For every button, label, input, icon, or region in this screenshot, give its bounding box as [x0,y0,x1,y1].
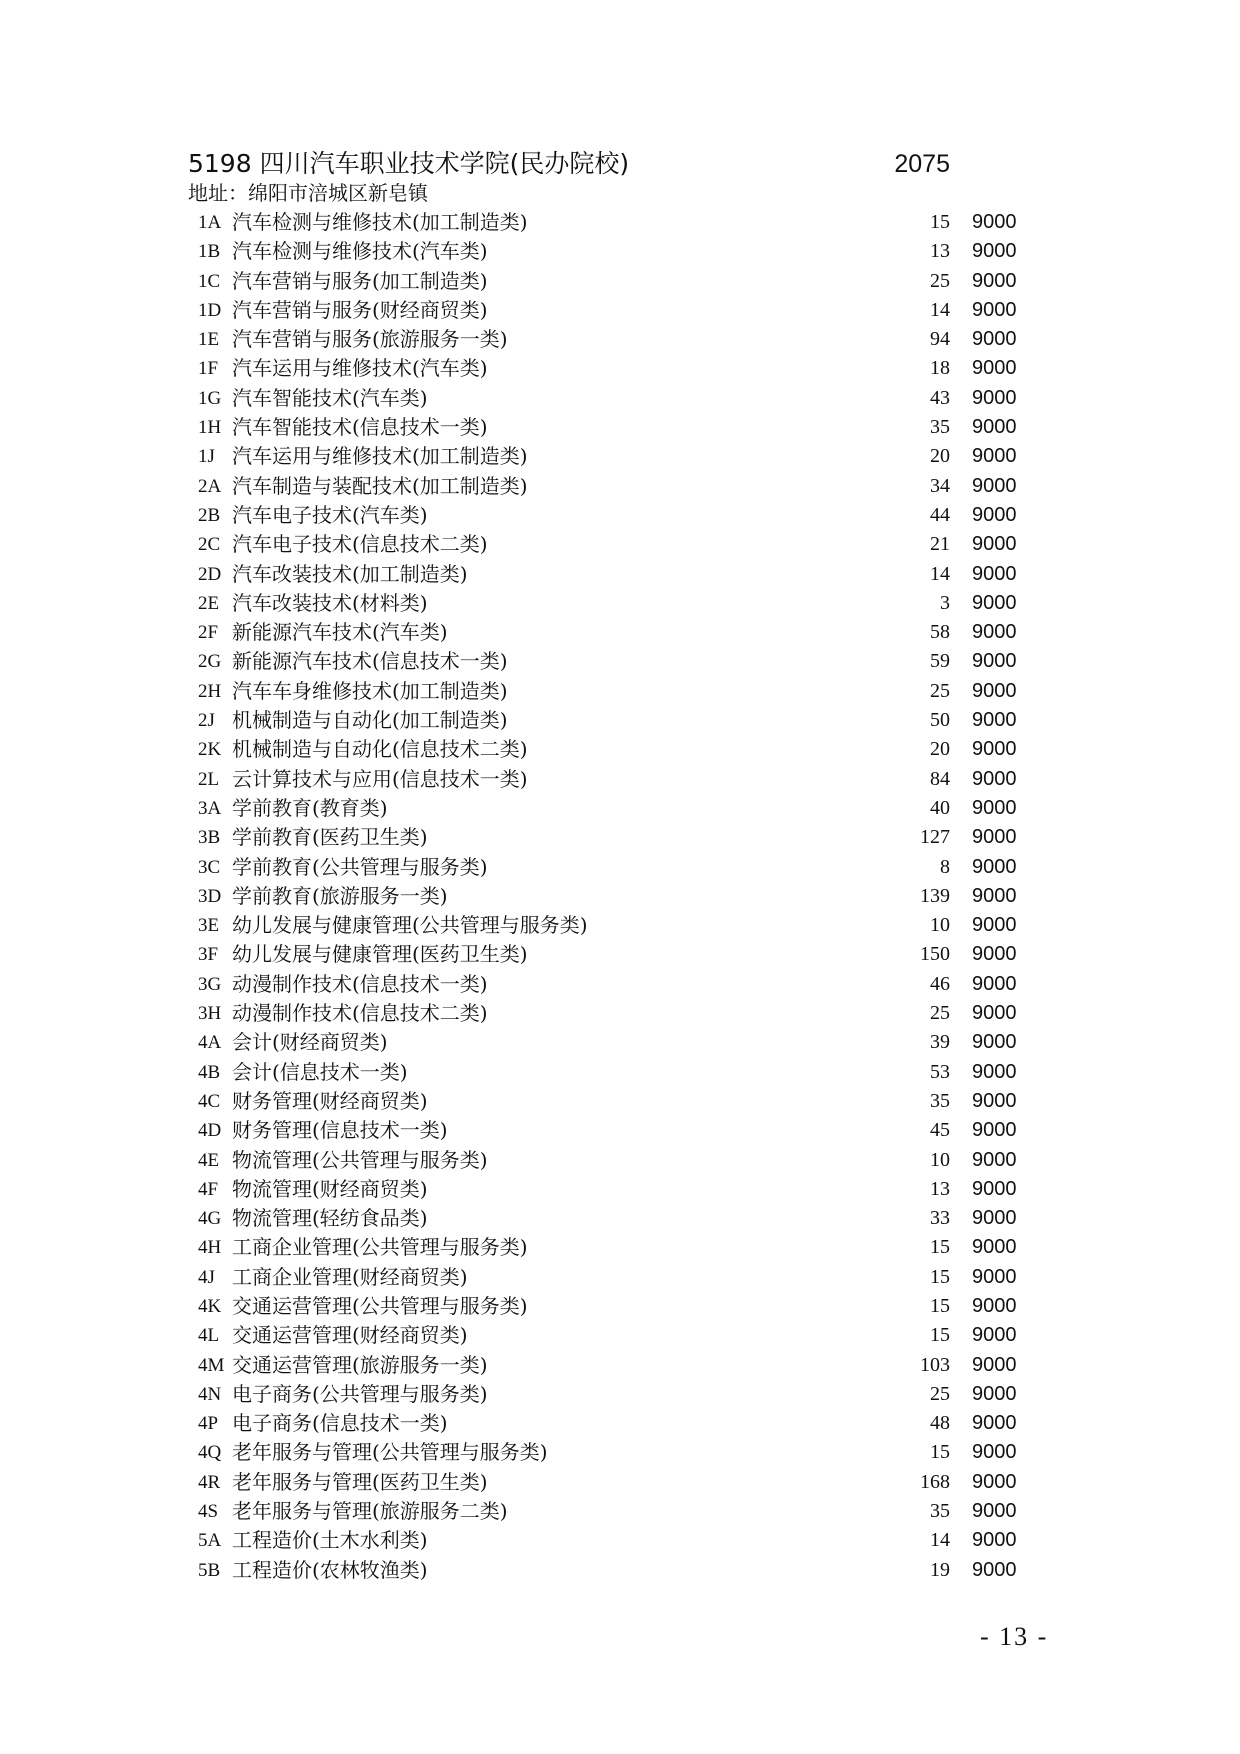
program-name: 汽车智能技术(汽车类) [232,385,428,410]
program-row [0,325,1240,354]
program-code: 3D [198,885,222,907]
program-code: 4R [198,1471,221,1493]
program-row [0,1116,1240,1145]
program-fee: 9000 [972,357,1017,380]
program-row [0,677,1240,706]
program-code: 3B [198,827,221,849]
program-name: 学前教育(医药卫生类) [232,825,428,850]
program-row [0,472,1240,501]
program-name: 汽车车身维修技术(加工制造类) [232,678,508,703]
program-name: 学前教育(教育类) [232,795,388,820]
program-row [0,1321,1240,1350]
program-code: 2J [198,710,215,732]
program-code: 4A [198,1032,222,1054]
program-quota: 84 [930,767,950,790]
program-quota: 8 [940,855,950,878]
program-code: 3A [198,797,222,819]
program-fee: 9000 [972,826,1017,849]
program-row [0,1351,1240,1380]
program-fee: 9000 [972,738,1017,761]
program-fee: 9000 [972,445,1017,468]
program-quota: 35 [930,1500,950,1523]
program-fee: 9000 [972,884,1017,907]
program-code: 4N [198,1383,222,1405]
program-fee: 9000 [972,416,1017,439]
program-name: 财务管理(财经商贸类) [232,1088,428,1113]
program-row [0,940,1240,969]
program-quota: 35 [930,416,950,439]
program-code: 2F [198,622,219,644]
program-code: 2D [198,563,222,585]
program-name: 汽车智能技术(信息技术一类) [232,415,488,440]
program-quota: 53 [930,1060,950,1083]
program-name: 汽车改装技术(加工制造类) [232,561,468,586]
program-name: 机械制造与自动化(信息技术二类) [232,737,528,762]
program-row [0,354,1240,383]
program-row [0,442,1240,471]
program-code: 2C [198,534,221,556]
program-name: 交通运营管理(公共管理与服务类) [232,1293,528,1318]
program-code: 1B [198,241,221,263]
program-fee: 9000 [972,1236,1017,1259]
program-row [0,970,1240,999]
program-name: 汽车运用与维修技术(汽车类) [232,356,488,381]
program-name: 云计算技术与应用(信息技术一类) [232,766,528,791]
program-code: 3G [198,973,222,995]
program-code: 1G [198,387,222,409]
program-quota: 15 [930,1441,950,1464]
program-code: 1C [198,270,221,292]
program-quota: 59 [930,650,950,673]
program-name: 会计(信息技术一类) [232,1059,408,1084]
program-row [0,999,1240,1028]
program-row [0,853,1240,882]
program-row [0,1526,1240,1555]
program-row [0,384,1240,413]
program-code: 1H [198,417,222,439]
program-row [0,1146,1240,1175]
program-fee: 9000 [972,474,1017,497]
program-quota: 150 [920,943,950,966]
program-row [0,560,1240,589]
program-fee: 9000 [972,709,1017,732]
program-row [0,1380,1240,1409]
program-quota: 15 [930,1294,950,1317]
program-code: 4K [198,1295,222,1317]
program-name: 会计(财经商贸类) [232,1030,388,1055]
program-quota: 48 [930,1412,950,1435]
program-name: 动漫制作技术(信息技术二类) [232,1001,488,1026]
program-fee: 9000 [972,298,1017,321]
program-name: 汽车电子技术(汽车类) [232,502,428,527]
program-quota: 25 [930,1382,950,1405]
program-row [0,1468,1240,1497]
program-fee: 9000 [972,914,1017,937]
program-quota: 18 [930,357,950,380]
program-row [0,267,1240,296]
program-code: 2E [198,592,220,614]
program-name: 老年服务与管理(医药卫生类) [232,1469,488,1494]
program-row [0,501,1240,530]
program-row [0,706,1240,735]
program-fee: 9000 [972,972,1017,995]
program-fee: 9000 [972,211,1017,233]
program-name: 机械制造与自动化(加工制造类) [232,708,508,733]
program-row [0,1175,1240,1204]
program-quota: 10 [930,1148,950,1171]
program-code: 2H [198,680,222,702]
program-row [0,589,1240,618]
program-row [0,1438,1240,1467]
program-name: 学前教育(公共管理与服务类) [232,854,488,879]
school-total-quota: 2075 [894,150,950,178]
program-row [0,882,1240,911]
program-name: 财务管理(信息技术一类) [232,1118,448,1143]
program-code: 2A [198,475,222,497]
program-quota: 14 [930,298,950,321]
program-name: 工商企业管理(公共管理与服务类) [232,1235,528,1260]
program-quota: 3 [940,591,950,614]
program-code: 4D [198,1120,222,1142]
program-name: 物流管理(公共管理与服务类) [232,1147,488,1172]
program-name: 物流管理(财经商贸类) [232,1176,428,1201]
program-fee: 9000 [972,1353,1017,1376]
program-quota: 58 [930,621,950,644]
program-fee: 9000 [972,1089,1017,1112]
program-quota: 15 [930,1236,950,1259]
program-quota: 127 [920,826,950,849]
program-list [0,208,1240,1585]
program-fee: 9000 [972,855,1017,878]
program-code: 4E [198,1149,220,1171]
program-name: 学前教育(旅游服务一类) [232,883,448,908]
program-quota: 20 [930,445,950,468]
program-fee: 9000 [972,1382,1017,1405]
program-row [0,618,1240,647]
program-name: 电子商务(公共管理与服务类) [232,1381,488,1406]
program-code: 4H [198,1237,222,1259]
program-name: 汽车电子技术(信息技术二类) [232,532,488,557]
program-fee: 9000 [972,591,1017,614]
program-name: 汽车改装技术(材料类) [232,590,428,615]
program-fee: 9000 [972,269,1017,292]
program-fee: 9000 [972,386,1017,409]
program-code: 4J [198,1266,215,1288]
program-fee: 9000 [972,240,1017,263]
program-name: 幼儿发展与健康管理(公共管理与服务类) [232,913,588,938]
program-code: 5B [198,1559,221,1581]
program-quota: 10 [930,914,950,937]
program-code: 4P [198,1413,219,1435]
program-name: 幼儿发展与健康管理(医药卫生类) [232,942,528,967]
program-fee: 9000 [972,767,1017,790]
program-row [0,1497,1240,1526]
school-address: 地址：绵阳市涪城区新皂镇 [188,181,428,205]
program-fee: 9000 [972,1060,1017,1083]
program-row [0,911,1240,940]
program-code: 2K [198,739,222,761]
program-fee: 9000 [972,1470,1017,1493]
program-name: 物流管理(轻纺食品类) [232,1206,428,1231]
program-name: 汽车检测与维修技术(汽车类) [232,239,488,264]
program-quota: 20 [930,738,950,761]
program-fee: 9000 [972,1529,1017,1552]
program-name: 汽车营销与服务(财经商贸类) [232,297,488,322]
program-row [0,1087,1240,1116]
program-quota: 15 [930,1324,950,1347]
program-code: 2B [198,504,221,526]
program-name: 交通运营管理(旅游服务一类) [232,1352,488,1377]
program-code: 1E [198,329,220,351]
program-code: 4Q [198,1442,222,1464]
program-name: 新能源汽车技术(信息技术一类) [232,649,508,674]
program-row [0,530,1240,559]
program-fee: 9000 [972,943,1017,966]
program-fee: 9000 [972,1148,1017,1171]
program-name: 汽车营销与服务(加工制造类) [232,268,488,293]
program-row [0,823,1240,852]
program-quota: 139 [920,884,950,907]
program-fee: 9000 [972,1324,1017,1347]
program-row [0,296,1240,325]
program-fee: 9000 [972,1031,1017,1054]
program-row [0,1409,1240,1438]
program-fee: 9000 [972,1119,1017,1142]
program-code: 2L [198,768,220,790]
program-quota: 168 [920,1470,950,1493]
program-code: 3C [198,856,221,878]
program-fee: 9000 [972,533,1017,556]
program-name: 交通运营管理(财经商贸类) [232,1323,468,1348]
program-quota: 46 [930,972,950,995]
program-fee: 9000 [972,1558,1017,1581]
program-name: 汽车运用与维修技术(加工制造类) [232,444,528,469]
program-code: 3E [198,915,220,937]
program-quota: 94 [930,328,950,351]
program-quota: 15 [930,211,950,233]
program-fee: 9000 [972,1441,1017,1464]
program-code: 4C [198,1090,221,1112]
program-quota: 21 [930,533,950,556]
program-code: 5A [198,1530,222,1552]
program-name: 工商企业管理(财经商贸类) [232,1264,468,1289]
program-row [0,1028,1240,1057]
program-quota: 33 [930,1207,950,1230]
program-code: 4F [198,1178,219,1200]
program-code: 4G [198,1208,222,1230]
program-fee: 9000 [972,1207,1017,1230]
program-row [0,647,1240,676]
program-name: 工程造价(土木水利类) [232,1528,428,1553]
program-row [0,794,1240,823]
program-quota: 13 [930,1177,950,1200]
program-row [0,735,1240,764]
program-row [0,1292,1240,1321]
program-row [0,1204,1240,1233]
program-row [0,1233,1240,1262]
program-quota: 39 [930,1031,950,1054]
program-fee: 9000 [972,503,1017,526]
program-quota: 14 [930,1529,950,1552]
program-fee: 9000 [972,1265,1017,1288]
program-code: 4S [198,1501,219,1523]
program-quota: 34 [930,474,950,497]
program-code: 1A [198,212,222,233]
program-quota: 25 [930,1002,950,1025]
program-code: 1D [198,299,222,321]
program-fee: 9000 [972,1002,1017,1025]
program-code: 1J [198,446,215,468]
program-fee: 9000 [972,1412,1017,1435]
program-code: 4M [198,1354,225,1376]
program-quota: 25 [930,269,950,292]
program-quota: 35 [930,1089,950,1112]
program-code: 3H [198,1003,222,1025]
program-code: 4L [198,1325,220,1347]
program-quota: 44 [930,503,950,526]
program-row [0,208,1240,237]
program-row [0,413,1240,442]
program-quota: 103 [920,1353,950,1376]
program-fee: 9000 [972,1500,1017,1523]
program-name: 电子商务(信息技术一类) [232,1411,448,1436]
program-code: 1F [198,358,219,380]
program-fee: 9000 [972,1177,1017,1200]
program-fee: 9000 [972,796,1017,819]
school-title: 5198 四川汽车职业技术学院(民办院校) [188,149,630,178]
program-row [0,1263,1240,1292]
program-fee: 9000 [972,328,1017,351]
program-quota: 50 [930,709,950,732]
program-fee: 9000 [972,650,1017,673]
program-code: 3F [198,944,219,966]
program-name: 汽车制造与装配技术(加工制造类) [232,473,528,498]
program-name: 老年服务与管理(公共管理与服务类) [232,1440,548,1465]
program-name: 老年服务与管理(旅游服务二类) [232,1499,508,1524]
program-fee: 9000 [972,562,1017,585]
program-name: 汽车营销与服务(旅游服务一类) [232,327,508,352]
program-name: 新能源汽车技术(汽车类) [232,620,448,645]
program-row [0,237,1240,266]
program-fee: 9000 [972,679,1017,702]
program-name: 工程造价(农林牧渔类) [232,1557,428,1582]
program-quota: 13 [930,240,950,263]
program-fee: 9000 [972,1294,1017,1317]
program-quota: 25 [930,679,950,702]
program-quota: 15 [930,1265,950,1288]
page-number: - 13 - [980,1622,1049,1651]
program-name: 动漫制作技术(信息技术一类) [232,971,488,996]
program-quota: 45 [930,1119,950,1142]
program-quota: 14 [930,562,950,585]
program-quota: 43 [930,386,950,409]
program-code: 4B [198,1061,221,1083]
program-code: 2G [198,651,222,673]
program-quota: 19 [930,1558,950,1581]
program-quota: 40 [930,796,950,819]
program-row [0,1058,1240,1087]
program-row [0,765,1240,794]
program-name: 汽车检测与维修技术(加工制造类) [232,210,528,234]
program-row [0,1556,1240,1585]
program-fee: 9000 [972,621,1017,644]
